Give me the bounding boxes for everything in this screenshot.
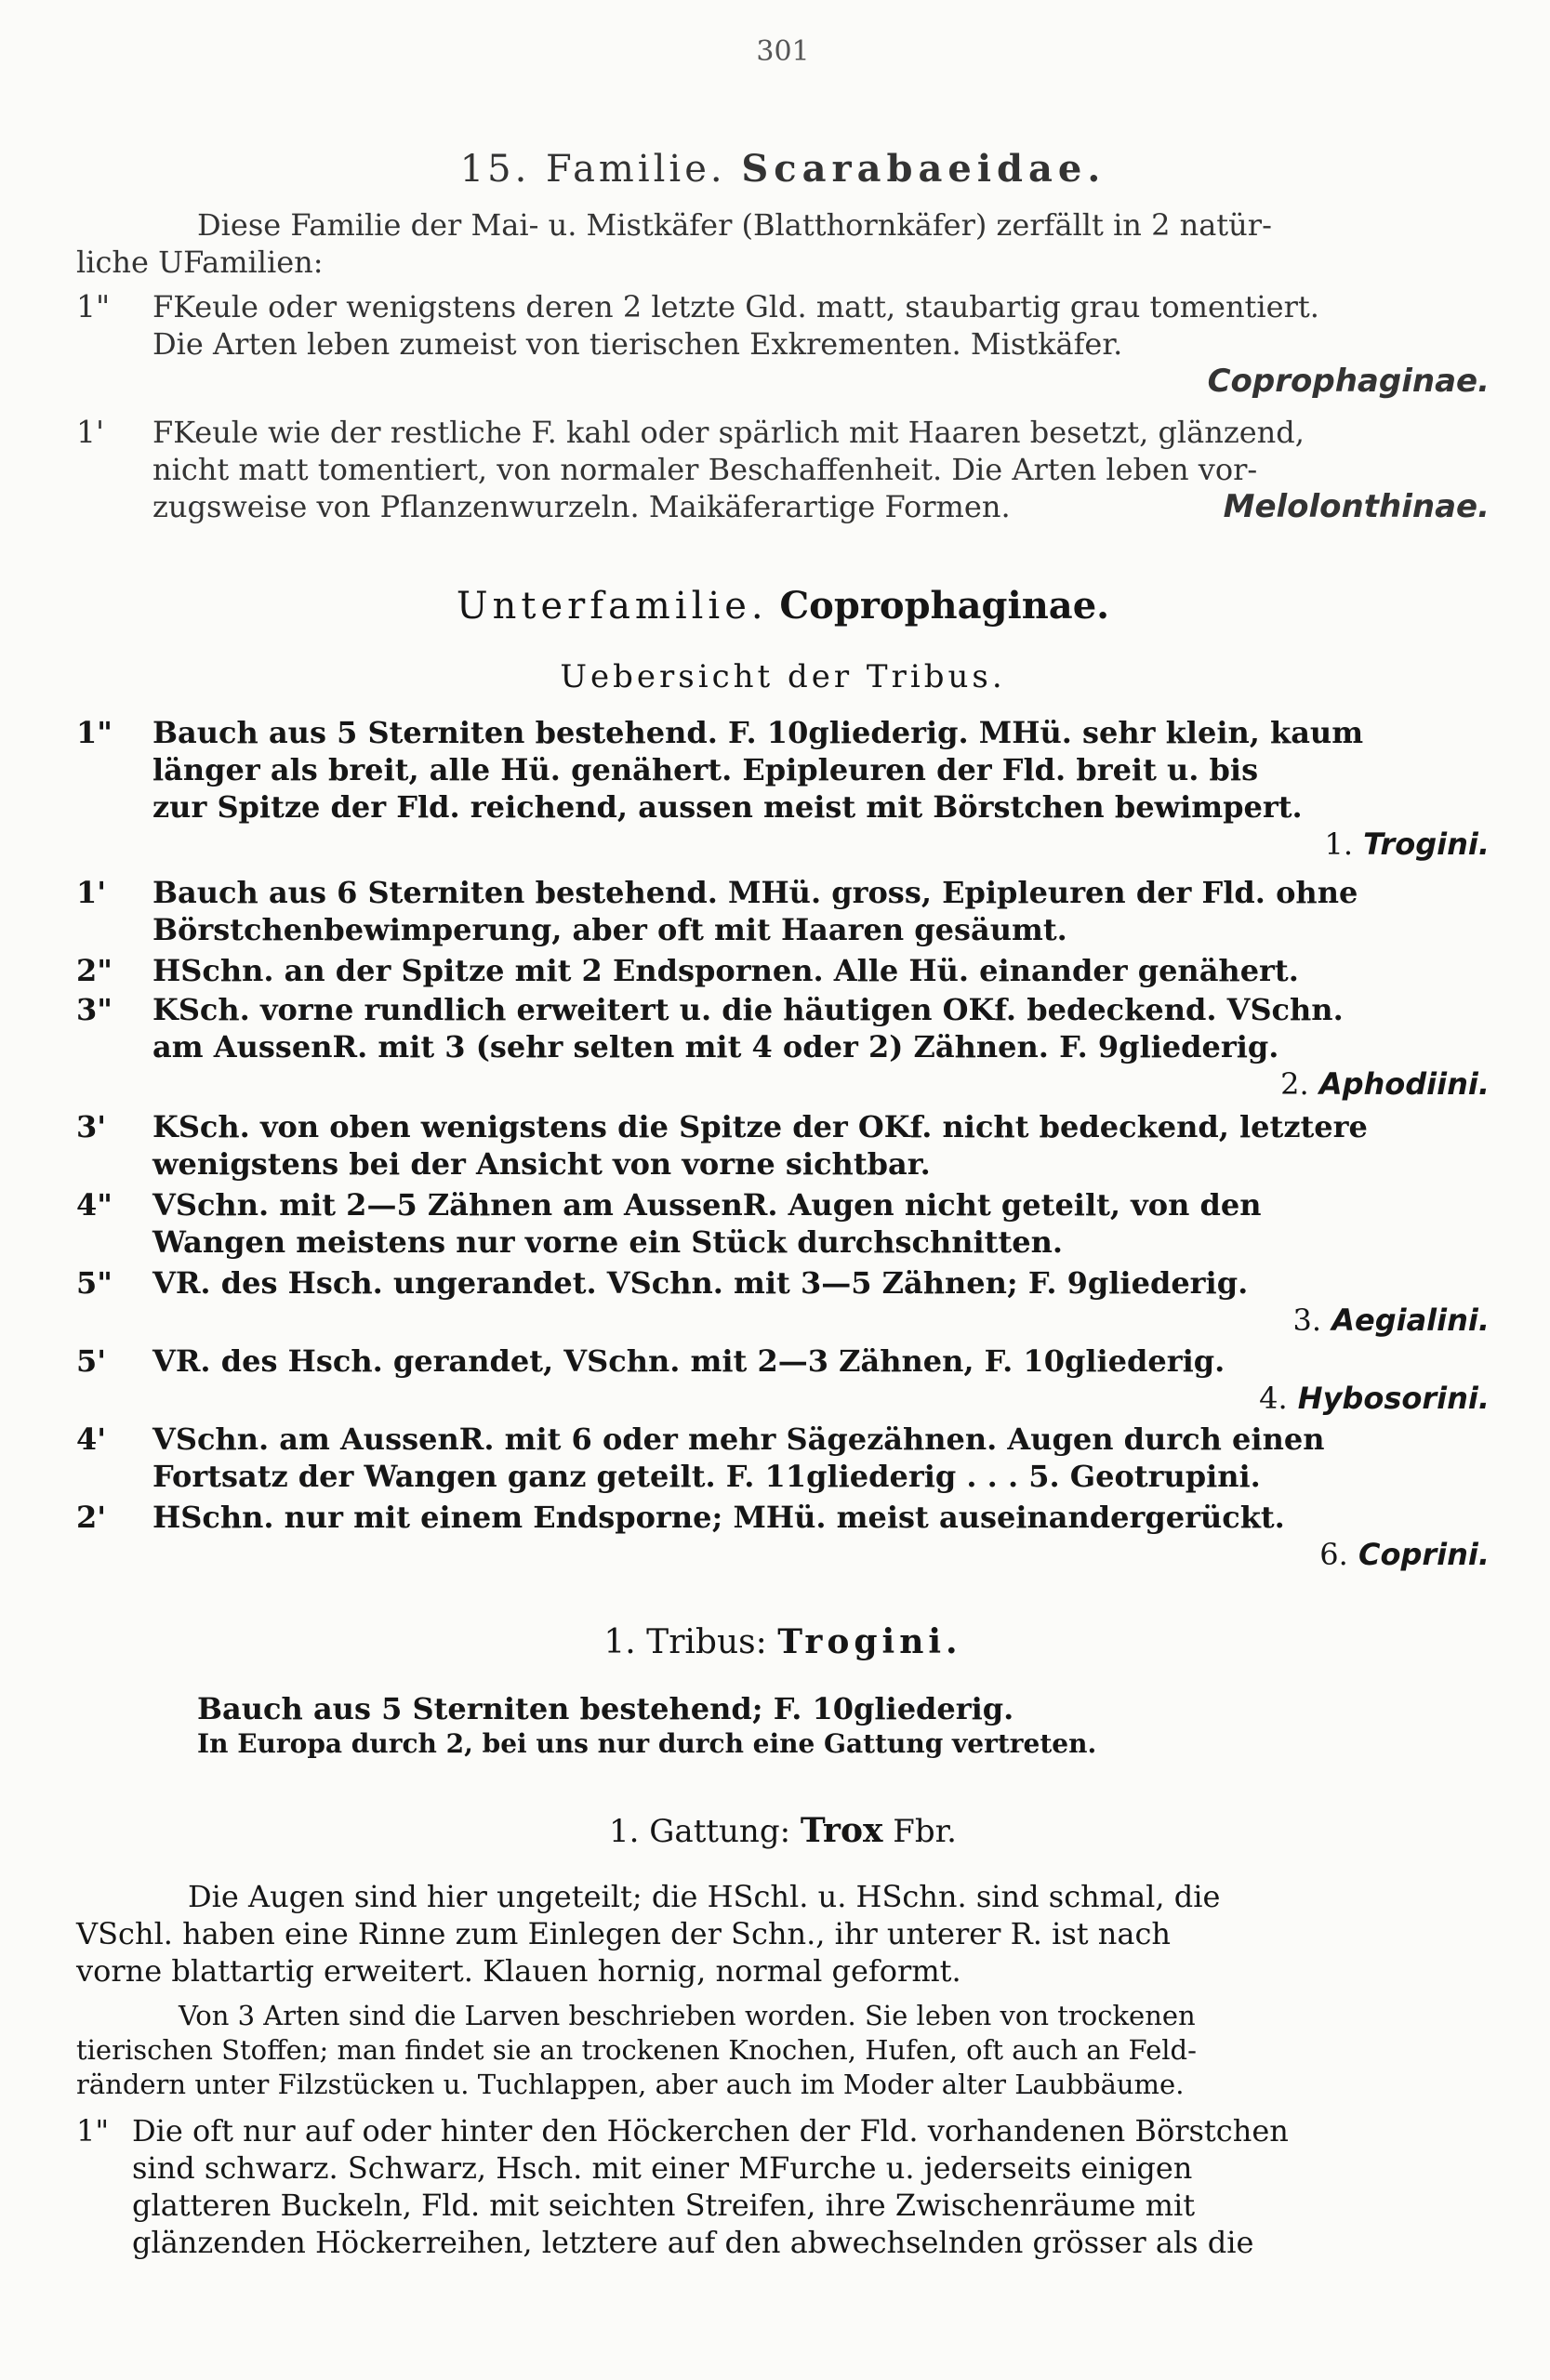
family-heading bbox=[76, 147, 1490, 191]
key-mark: 1' bbox=[76, 875, 107, 910]
key-line: Bauch aus 6 Sterniten bestehend. MHü. gross, Epipleuren der Fld. ohne bbox=[152, 875, 1358, 910]
family-heading-name: Scarabaeidae. bbox=[741, 147, 1106, 191]
key-line: HSchn. an der Spitze mit 2 Endspornen. Alle Hü. einander genähert. bbox=[152, 953, 1299, 988]
page-number: 301 bbox=[756, 35, 810, 68]
result-number: 1. bbox=[1324, 826, 1353, 862]
tribus1-line: Bauch aus 5 Sterniten bestehend; F. 10gliederig. bbox=[197, 1691, 1014, 1726]
key-line: Fortsatz der Wangen ganz geteilt. F. 11gliederig . . . 5. Geotrupini. bbox=[152, 1459, 1261, 1494]
key-mark: 5" bbox=[76, 1265, 113, 1301]
genus-name: Trox bbox=[800, 1811, 883, 1850]
key-mark: 5' bbox=[76, 1343, 107, 1379]
key-line: am AussenR. mit 3 (sehr selten mit 4 oder 2) Zähnen. F. 9gliederig. bbox=[152, 1029, 1279, 1064]
genus-line: Die Augen sind hier ungeteilt; die HSchl. u. HSchn. sind schmal, die bbox=[188, 1879, 1221, 1914]
larvae-line: Von 3 Arten sind die Larven beschrieben worden. Sie leben von trockenen bbox=[179, 2000, 1196, 2031]
key-line: zugsweise von Pflanzenwurzeln. Maikäferartige Formen. bbox=[152, 489, 1011, 524]
key-line: zur Spitze der Fld. reichend, aussen meist mit Börstchen bewimpert. bbox=[152, 789, 1303, 825]
family-heading-prefix: 15. Familie. bbox=[459, 148, 726, 191]
document-page bbox=[76, 0, 1490, 2380]
key-line: VR. des Hsch. ungerandet. VSchn. mit 3—5 Zähnen; F. 9gliederig. bbox=[152, 1265, 1249, 1301]
genus-description bbox=[76, 1878, 1490, 1990]
key-line: glänzenden Höckerreihen, letztere auf den abwechselnden grösser als die bbox=[132, 2225, 1254, 2260]
intro-line: liche UFamilien: bbox=[76, 245, 324, 280]
key-mark: 4' bbox=[76, 1421, 107, 1457]
larvae-line: tierischen Stoffen; man findet sie an trockenen Knochen, Hufen, oft auch an Feld- bbox=[76, 2034, 1197, 2066]
tribus1-name: Trogini. bbox=[777, 1622, 962, 1661]
genus-heading bbox=[76, 1811, 1490, 1850]
key-mark: 1" bbox=[76, 2113, 110, 2149]
genus-line: vorne blattartig erweitert. Klauen hornig, normal geformt. bbox=[76, 1953, 961, 1989]
key-line: VSchn. mit 2—5 Zähnen am AussenR. Augen nicht geteilt, von den bbox=[152, 1187, 1262, 1223]
key-mark: 1' bbox=[76, 414, 105, 450]
tribus1-description bbox=[197, 1690, 1490, 1761]
key-line: wenigstens bei der Ansicht von vorne sichtbar. bbox=[152, 1146, 931, 1182]
key-line: nicht matt tomentiert, von normaler Beschaffenheit. Die Arten leben vor- bbox=[152, 452, 1258, 487]
key-mark: 1" bbox=[76, 288, 111, 324]
subfamily-heading bbox=[76, 584, 1490, 628]
result-number: 3. bbox=[1292, 1302, 1322, 1338]
result-number: 4. bbox=[1259, 1381, 1288, 1416]
key-line: FKeule wie der restliche F. kahl oder spärlich mit Haaren besetzt, glänzend, bbox=[152, 415, 1305, 450]
key-result: Coprini. bbox=[1358, 1537, 1490, 1572]
key-line: VR. des Hsch. gerandet, VSchn. mit 2—3 Zähnen, F. 10gliederig. bbox=[152, 1343, 1225, 1379]
result-number: 6. bbox=[1319, 1537, 1348, 1572]
genus-author: Fbr. bbox=[893, 1813, 957, 1850]
key-line: HSchn. nur mit einem Endsporne; MHü. meist auseinandergerückt. bbox=[152, 1500, 1285, 1535]
key-line: KSch. vorne rundlich erweitert u. die häutigen OKf. bedeckend. VSchn. bbox=[152, 992, 1344, 1027]
key-mark: 3" bbox=[76, 992, 113, 1027]
key-result: Melolonthinae. bbox=[1223, 488, 1490, 525]
key-mark: 4" bbox=[76, 1187, 113, 1223]
intro-paragraph bbox=[76, 206, 1490, 281]
key-line: VSchn. am AussenR. mit 6 oder mehr Sägezähnen. Augen durch einen bbox=[152, 1421, 1325, 1457]
key-mark: 1" bbox=[76, 715, 113, 750]
tribus-overview-heading: Uebersicht der Tribus. bbox=[560, 658, 1006, 695]
result-number: 2. bbox=[1280, 1066, 1309, 1102]
key-mark: 2' bbox=[76, 1500, 107, 1535]
key-line: Börstchenbewimperung, aber oft mit Haaren gesäumt. bbox=[152, 912, 1067, 947]
key-result: Aphodiini. bbox=[1318, 1066, 1490, 1102]
tribus1-heading bbox=[76, 1622, 1490, 1661]
key-line: KSch. von oben wenigstens die Spitze der OKf. nicht bedeckend, letztere bbox=[152, 1109, 1368, 1144]
key-line: FKeule oder wenigstens deren 2 letzte Gld. matt, staubartig grau tomentiert. bbox=[152, 289, 1319, 324]
tribus1-prefix: 1. Tribus: bbox=[603, 1623, 767, 1661]
key-line: sind schwarz. Schwarz, Hsch. mit einer MFurche u. jederseits einigen bbox=[132, 2150, 1193, 2186]
key-line: Die Arten leben zumeist von tierischen Exkrementen. Mistkäfer. bbox=[152, 326, 1123, 362]
genus-prefix: 1. Gattung: bbox=[609, 1813, 791, 1850]
tribus1-line: In Europa durch 2, bei uns nur durch eine Gattung vertreten. bbox=[197, 1728, 1097, 1759]
key-line: glatteren Buckeln, Fld. mit seichten Streifen, ihre Zwischenräume mit bbox=[132, 2188, 1196, 2223]
key-mark: 2" bbox=[76, 953, 113, 988]
key-line: Die oft nur auf oder hinter den Höckerchen der Fld. vorhandenen Börstchen bbox=[132, 2113, 1289, 2149]
subfamily-name: Coprophaginae. bbox=[779, 584, 1110, 628]
key-result: Aegialini. bbox=[1331, 1302, 1490, 1338]
key-line: länger als breit, alle Hü. genähert. Epipleuren der Fld. breit u. bis bbox=[152, 752, 1259, 787]
key-line: Bauch aus 5 Sterniten bestehend. F. 10gliederig. MHü. sehr klein, kaum bbox=[152, 715, 1364, 750]
genus-line: VSchl. haben eine Rinne zum Einlegen der Schn., ihr unterer R. ist nach bbox=[76, 1916, 1171, 1951]
intro-line: Diese Familie der Mai- u. Mistkäfer (Blatthornkäfer) zerfällt in 2 natür- bbox=[197, 207, 1272, 243]
key-result: Trogini. bbox=[1363, 826, 1490, 862]
larvae-paragraph bbox=[76, 1999, 1490, 2102]
key-result: Coprophaginae. bbox=[1207, 363, 1490, 400]
larvae-line: rändern unter Filzstücken u. Tuchlappen, aber auch im Moder alter Laubbäume. bbox=[76, 2069, 1185, 2100]
subfamily-prefix: Unterfamilie. bbox=[456, 585, 768, 628]
key-result: Hybosorini. bbox=[1297, 1381, 1490, 1416]
key-mark: 3' bbox=[76, 1109, 107, 1144]
key-line: Wangen meistens nur vorne ein Stück durchschnitten. bbox=[152, 1224, 1063, 1260]
